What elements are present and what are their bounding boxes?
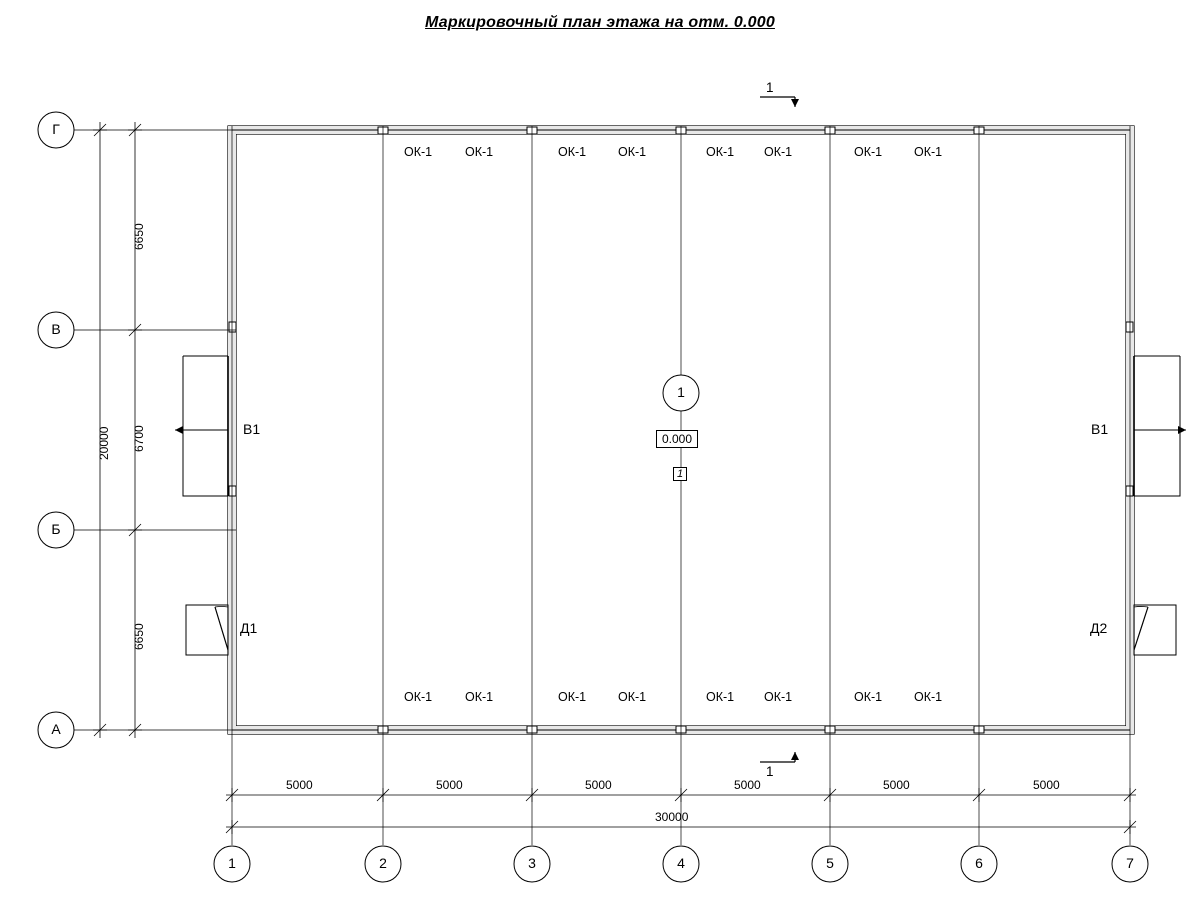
window-label-top-1: ОК-1 xyxy=(404,145,433,159)
axis-label-6: 6 xyxy=(975,855,983,871)
window-label-top-6: ОК-1 xyxy=(764,145,793,159)
axis-label-4: 4 xyxy=(677,855,685,871)
axis-label-5: 5 xyxy=(826,855,834,871)
axis-label-a: А xyxy=(51,721,61,737)
dim-span-5-6: 5000 xyxy=(883,778,910,792)
window-label-bottom-7: ОК-1 xyxy=(854,690,883,704)
dim-span-v-b: 6700 xyxy=(132,425,146,452)
room-finish-mark: 1 xyxy=(673,467,687,481)
window-label-bottom-8: ОК-1 xyxy=(914,690,943,704)
gate-label-right: В1 xyxy=(1091,421,1109,437)
window-label-top-3: ОК-1 xyxy=(558,145,587,159)
dim-span-1-2: 5000 xyxy=(286,778,313,792)
room-elevation-label: 0.000 xyxy=(656,430,698,448)
window-label-top-7: ОК-1 xyxy=(854,145,883,159)
room-number-label: 1 xyxy=(677,384,685,400)
window-label-bottom-5: ОК-1 xyxy=(706,690,735,704)
dim-total-vertical: 20000 xyxy=(97,426,111,460)
dim-total-horizontal: 30000 xyxy=(655,810,689,824)
window-label-bottom-3: ОК-1 xyxy=(558,690,587,704)
dim-span-4-5: 5000 xyxy=(734,778,761,792)
window-label-bottom-1: ОК-1 xyxy=(404,690,433,704)
dim-span-2-3: 5000 xyxy=(436,778,463,792)
dim-span-g-v: 6650 xyxy=(132,223,146,250)
axis-label-2: 2 xyxy=(379,855,387,871)
axis-label-7: 7 xyxy=(1126,855,1134,871)
window-label-bottom-4: ОК-1 xyxy=(618,690,647,704)
page-title: Маркировочный план этажа на отм. 0.000 xyxy=(425,14,775,31)
dim-span-b-a: 6650 xyxy=(132,623,146,650)
section-mark-top: 1 xyxy=(766,80,774,95)
axis-label-b: Б xyxy=(51,521,61,537)
window-label-top-8: ОК-1 xyxy=(914,145,943,159)
window-label-top-5: ОК-1 xyxy=(706,145,735,159)
window-label-top-4: ОК-1 xyxy=(618,145,647,159)
door-label-left: Д1 xyxy=(240,620,258,636)
dim-span-6-7: 5000 xyxy=(1033,778,1060,792)
door-label-right: Д2 xyxy=(1090,620,1108,636)
axis-label-3: 3 xyxy=(528,855,536,871)
gate-label-left: В1 xyxy=(243,421,261,437)
window-label-top-2: ОК-1 xyxy=(465,145,494,159)
dim-span-3-4: 5000 xyxy=(585,778,612,792)
axis-label-v: В xyxy=(51,321,61,337)
axis-label-1: 1 xyxy=(228,855,236,871)
window-label-bottom-6: ОК-1 xyxy=(764,690,793,704)
section-mark-bottom: 1 xyxy=(766,764,774,779)
axis-label-g: Г xyxy=(52,121,60,137)
window-label-bottom-2: ОК-1 xyxy=(465,690,494,704)
